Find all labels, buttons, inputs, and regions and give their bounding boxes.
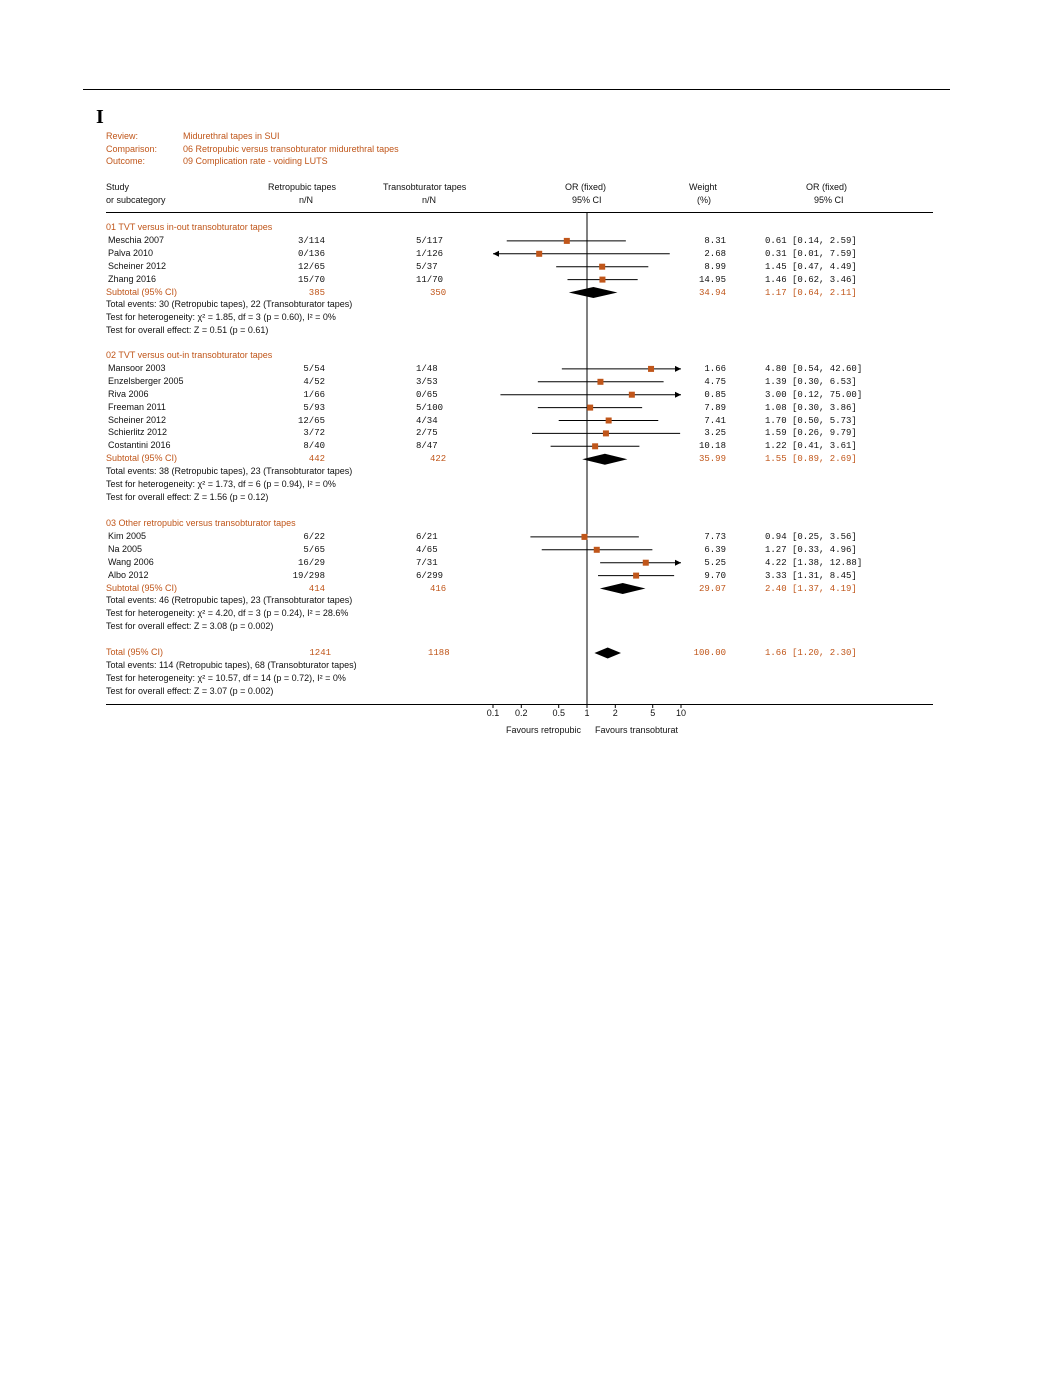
meta-value: 09 Complication rate - voiding LUTS [183, 156, 328, 166]
study-retropubic: 16/29 [297, 557, 325, 568]
study-weight: 2.68 [704, 248, 726, 259]
study-transobturator: 2/75 [416, 428, 438, 439]
study-retropubic: 5/93 [303, 402, 325, 413]
tick-label: 0.2 [515, 708, 528, 718]
study-or-ci: 1.46 [0.62, 3.46] [765, 274, 857, 285]
study-weight: 0.85 [704, 389, 726, 400]
study-transobturator: 5/117 [416, 235, 444, 246]
study-point [599, 277, 605, 283]
study-point [587, 405, 593, 411]
tick-label: 2 [612, 708, 618, 718]
total-events: Total events: 114 (Retropubic tapes), 68 (Transobturator tapes) [106, 659, 357, 670]
study-name: Freeman 2011 [108, 401, 166, 412]
study-weight: 14.95 [698, 274, 726, 285]
header-subcategory: or subcategory [106, 195, 166, 205]
study-retropubic: 12/65 [297, 415, 325, 426]
total-or-ci: 1.66 [1.20, 2.30] [765, 648, 857, 658]
subtotal-label: Subtotal (95% CI) [106, 453, 178, 464]
study-weight: 7.73 [704, 531, 726, 542]
study-weight: 6.39 [704, 544, 726, 555]
study-or-ci: 3.00 [0.12, 75.00] [765, 389, 863, 400]
tick-label: 5 [650, 708, 656, 718]
meta-value: 06 Retropubic versus transobturator midurethral tapes [183, 143, 399, 154]
study-name: Palva 2010 [108, 247, 154, 258]
study-name: Zhang 2016 [108, 273, 157, 284]
study-retropubic: 19/298 [292, 570, 325, 581]
study-name: Na 2005 [108, 543, 143, 554]
study-transobturator: 8/47 [416, 441, 438, 452]
study-transobturator: 1/48 [416, 363, 438, 374]
study-point [564, 238, 570, 244]
study-or-ci: 0.61 [0.14, 2.59] [765, 235, 857, 246]
study-or-ci: 1.22 [0.41, 3.61] [765, 441, 857, 452]
overall-effect-test: Test for overall effect: Z = 3.08 (p = 0.002) [106, 621, 274, 632]
header-or-value: OR (fixed) [806, 182, 848, 192]
study-weight: 7.41 [704, 415, 726, 426]
total-diamond [594, 648, 621, 659]
header-retropubic-nn: n/N [299, 195, 314, 205]
study-weight: 10.18 [698, 441, 726, 452]
study-or-ci: 1.39 [0.30, 6.53] [765, 376, 857, 387]
header-transobturator-nn: n/N [422, 195, 437, 205]
ci-arrow-left [493, 251, 499, 257]
study-weight: 7.89 [704, 402, 726, 413]
study-name: Enzelsberger 2005 [108, 375, 184, 386]
meta-key: Review: [106, 131, 139, 141]
subtotal-or-ci: 1.17 [0.64, 2.11] [765, 287, 857, 298]
total-retropubic: 1241 [309, 648, 331, 658]
header-study: Study [106, 182, 130, 192]
study-weight: 3.25 [704, 428, 726, 439]
study-retropubic: 12/65 [297, 261, 325, 272]
study-name: Wang 2006 [108, 556, 154, 567]
tick-label: 1 [584, 708, 590, 718]
study-retropubic: 4/52 [303, 376, 325, 387]
study-weight: 4.75 [704, 376, 726, 387]
study-weight: 8.99 [704, 261, 726, 272]
meta-key: Comparison: [106, 143, 158, 154]
study-point [599, 264, 605, 270]
total-events: Total events: 46 (Retropubic tapes), 23 (Transobturator tapes) [106, 595, 353, 606]
header-transobturator: Transobturator tapes [383, 182, 467, 192]
subtotal-label: Subtotal (95% CI) [106, 286, 178, 297]
study-retropubic: 1/66 [303, 389, 325, 400]
study-weight: 5.25 [704, 557, 726, 568]
study-point [633, 573, 639, 579]
heterogeneity-test: Test for heterogeneity: χ² = 1.73, df = 6 (p = 0.94), I² = 0% [106, 479, 336, 489]
group-title: 01 TVT versus in-out transobturator tapes [106, 222, 273, 232]
study-name: Costantini 2016 [108, 440, 171, 451]
subtotal-or-ci: 1.55 [0.89, 2.69] [765, 454, 857, 465]
study-name: Kim 2005 [108, 530, 147, 541]
subtotal-or-ci: 2.40 [1.37, 4.19] [765, 583, 857, 594]
ci-arrow-right [675, 366, 681, 372]
study-transobturator: 11/70 [416, 274, 444, 285]
header-or-plot: OR (fixed) [565, 182, 607, 192]
group-title: 02 TVT versus out-in transobturator tapes [106, 350, 273, 360]
study-retropubic: 15/70 [297, 274, 325, 285]
study-name: Riva 2006 [108, 388, 149, 399]
meta-value: Midurethral tapes in SUI [183, 131, 280, 141]
study-transobturator: 7/31 [416, 557, 438, 568]
study-transobturator: 6/299 [416, 570, 444, 581]
header-ci-value: 95% CI [814, 195, 844, 205]
study-point [592, 443, 598, 449]
study-point [594, 547, 600, 553]
study-transobturator: 1/126 [416, 248, 444, 259]
subtotal-diamond [600, 583, 646, 594]
header-ci-plot: 95% CI [572, 195, 602, 205]
study-or-ci: 3.33 [1.31, 8.45] [765, 570, 857, 581]
total-heterogeneity-test: Test for heterogeneity: χ² = 10.57, df = 14 (p = 0.72), I² = 0% [106, 672, 346, 683]
study-or-ci: 4.22 [1.38, 12.88] [765, 557, 863, 568]
subtotal-transobturator: 422 [430, 454, 447, 465]
overall-effect-test: Test for overall effect: Z = 0.51 (p = 0.61) [106, 325, 269, 336]
subtotal-diamond [582, 454, 627, 465]
study-name: Scheiner 2012 [108, 414, 167, 425]
study-name: Mansoor 2003 [108, 362, 166, 373]
heterogeneity-test: Test for heterogeneity: χ² = 1.85, df = 3 (p = 0.60), I² = 0% [106, 312, 336, 323]
subtotal-transobturator: 350 [430, 287, 447, 298]
ci-arrow-right [675, 560, 681, 566]
study-point [629, 392, 635, 398]
subtotal-transobturator: 416 [430, 583, 447, 594]
study-transobturator: 0/65 [416, 389, 438, 400]
subtotal-retropubic: 442 [308, 454, 325, 465]
tick-label: 0.1 [486, 708, 500, 718]
panel-letter: I [96, 106, 104, 128]
study-transobturator: 3/53 [416, 376, 438, 387]
study-transobturator: 5/100 [416, 402, 444, 413]
study-transobturator: 5/37 [416, 261, 438, 272]
study-retropubic: 8/40 [303, 441, 325, 452]
study-transobturator: 6/21 [416, 531, 438, 542]
header-weight: Weight [689, 182, 717, 192]
subtotal-label: Subtotal (95% CI) [106, 582, 178, 593]
study-point [597, 379, 603, 385]
study-weight: 9.70 [704, 570, 726, 581]
study-name: Meschia 2007 [108, 234, 165, 245]
overall-effect-test: Test for overall effect: Z = 1.56 (p = 0.12) [106, 491, 269, 502]
study-retropubic: 5/54 [303, 363, 325, 374]
study-or-ci: 1.08 [0.30, 3.86] [765, 402, 857, 413]
total-transobturator: 1188 [428, 648, 450, 658]
subtotal-retropubic: 414 [308, 583, 325, 594]
study-point [581, 534, 587, 540]
tick-label: 0.5 [552, 708, 565, 718]
study-or-ci: 4.80 [0.54, 42.60] [765, 363, 863, 374]
study-name: Schierlitz 2012 [108, 427, 168, 438]
study-or-ci: 1.27 [0.33, 4.96] [765, 544, 857, 555]
group-title: 03 Other retropubic versus transobturator tapes [106, 518, 296, 528]
total-events: Total events: 30 (Retropubic tapes), 22 (Transobturator tapes) [106, 299, 353, 310]
subtotal-diamond [569, 287, 618, 298]
study-or-ci: 0.31 [0.01, 7.59] [765, 248, 857, 259]
tick-label: 10 [675, 708, 686, 718]
header-retropubic: Retropubic tapes [268, 182, 337, 192]
study-retropubic: 3/114 [297, 235, 325, 246]
study-weight: 1.66 [704, 363, 726, 374]
study-transobturator: 4/65 [416, 544, 438, 555]
total-overall-effect-test: Test for overall effect: Z = 3.07 (p = 0.002) [106, 685, 274, 696]
study-weight: 8.31 [704, 235, 726, 246]
study-or-ci: 1.59 [0.26, 9.79] [765, 428, 857, 439]
study-name: Scheiner 2012 [108, 260, 167, 271]
study-name: Albo 2012 [108, 569, 149, 580]
meta-key: Outcome: [106, 156, 146, 166]
study-point [536, 251, 542, 257]
study-retropubic: 5/65 [303, 544, 325, 555]
study-retropubic: 3/72 [303, 428, 325, 439]
header-weight-unit: (%) [697, 195, 711, 205]
study-point [603, 430, 609, 436]
xlabel-left: Favours retropubic [505, 725, 581, 735]
study-or-ci: 1.45 [0.47, 4.49] [765, 261, 857, 272]
study-point [606, 418, 612, 424]
subtotal-retropubic: 385 [308, 287, 325, 298]
study-transobturator: 4/34 [416, 415, 438, 426]
subtotal-weight: 35.99 [698, 454, 726, 465]
study-point [643, 560, 649, 566]
total-events: Total events: 38 (Retropubic tapes), 23 (Transobturator tapes) [106, 466, 353, 477]
heterogeneity-test: Test for heterogeneity: χ² = 4.20, df = 3 (p = 0.24), I² = 28.6% [106, 608, 349, 619]
study-retropubic: 6/22 [303, 531, 325, 542]
ci-arrow-right [675, 392, 681, 398]
subtotal-weight: 34.94 [698, 287, 726, 298]
study-or-ci: 1.70 [0.50, 5.73] [765, 415, 857, 426]
study-point [648, 366, 654, 372]
subtotal-weight: 29.07 [698, 583, 726, 594]
study-or-ci: 0.94 [0.25, 3.56] [765, 531, 857, 542]
total-weight: 100.00 [693, 648, 726, 658]
study-retropubic: 0/136 [297, 248, 325, 259]
xlabel-right: Favours transobturat [595, 725, 679, 735]
total-label: Total (95% CI) [106, 647, 164, 657]
